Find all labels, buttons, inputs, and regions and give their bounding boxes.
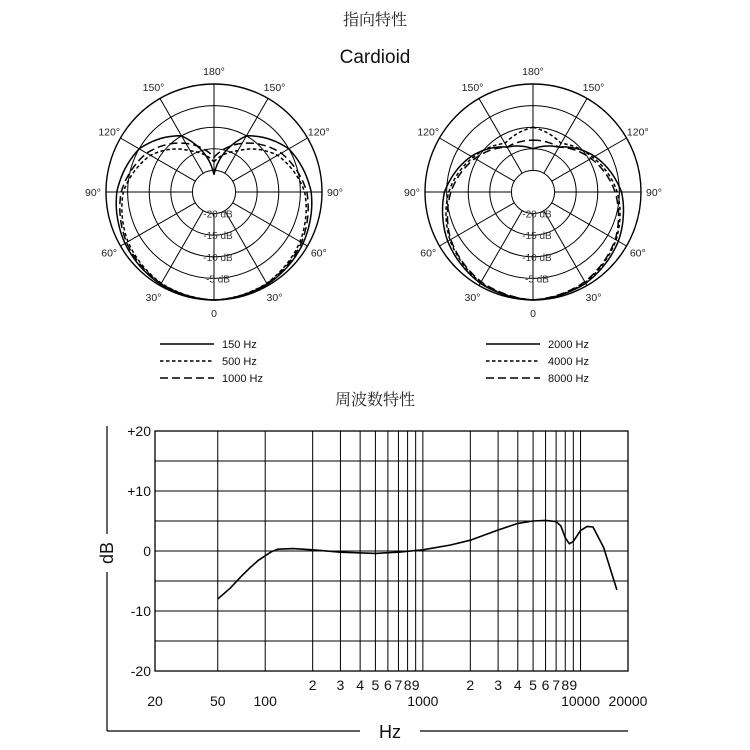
x-tick-label: 5 <box>371 677 380 693</box>
angle-label: 60° <box>310 247 327 260</box>
polar-spoke <box>479 211 522 286</box>
angle-label: 180° <box>522 66 544 78</box>
angle-label: 90° <box>646 187 662 199</box>
angle-label: 30° <box>464 291 481 304</box>
ring-label: -10 dB <box>522 252 552 264</box>
polar-ring <box>511 170 554 213</box>
x-tick-label: 9 <box>411 677 420 693</box>
polar-spoke <box>120 203 195 246</box>
frequency-response-chart <box>97 423 648 742</box>
polar-spoke <box>439 138 514 181</box>
x-tick-label: 3 <box>494 677 502 693</box>
y-tick-label: +10 <box>127 483 151 499</box>
polar-spoke <box>479 98 522 173</box>
angle-label: 120° <box>417 126 440 139</box>
ring-label: -15 dB <box>522 231 552 243</box>
ring-label: -5 dB <box>206 274 230 286</box>
ring-label: -15 dB <box>203 231 233 243</box>
ring-label: -20 dB <box>203 209 233 221</box>
angle-label: 150° <box>263 82 286 95</box>
polar-spoke <box>160 211 203 286</box>
legend-right <box>486 339 589 385</box>
angle-label: 30° <box>585 291 602 304</box>
angle-label: 90° <box>85 187 101 199</box>
x-tick-label: 7 <box>394 677 403 693</box>
angle-label: 30° <box>145 291 162 304</box>
polar-pattern-title: 指向特性 <box>342 10 408 29</box>
y-tick-label: 0 <box>143 543 151 559</box>
polar-spoke <box>233 138 308 181</box>
angle-label: 180° <box>203 66 225 78</box>
y-tick-label: +20 <box>127 423 151 439</box>
angle-label: 0 <box>211 308 217 320</box>
ring-label: -20 dB <box>522 209 552 221</box>
polar-spoke <box>544 98 587 173</box>
legend-label: 150 Hz <box>222 339 257 351</box>
polar-spoke <box>225 211 268 286</box>
x-tick-label: 2 <box>466 677 475 693</box>
polar-chart-right <box>404 66 662 320</box>
x-tick-label: 3 <box>336 677 345 693</box>
response-curve <box>218 520 617 599</box>
legend-label: 1000 Hz <box>222 373 263 385</box>
x-tick-label: 50 <box>209 693 226 709</box>
angle-label: 150° <box>461 82 484 95</box>
angle-label: 60° <box>629 247 646 260</box>
x-tick-label: 20000 <box>608 693 648 709</box>
x-tick-label: 100 <box>253 693 277 709</box>
ring-label: -10 dB <box>203 252 233 264</box>
legend-label: 500 Hz <box>222 356 257 368</box>
x-tick-label: 10000 <box>561 693 601 709</box>
angle-label: 150° <box>142 82 165 95</box>
angle-label: 0 <box>530 308 536 320</box>
x-tick-label: 8 <box>561 677 570 693</box>
polar-spoke <box>552 138 627 181</box>
angle-label: 60° <box>101 247 118 260</box>
y-tick-label: -10 <box>130 603 151 619</box>
x-tick-label: 9 <box>569 677 578 693</box>
x-tick-label: 4 <box>513 677 522 693</box>
x-tick-label: 8 <box>403 677 412 693</box>
polar-ring <box>192 170 235 213</box>
x-tick-label: 6 <box>383 677 392 693</box>
y-axis-title: dB <box>97 541 117 565</box>
x-tick-label: 7 <box>552 677 561 693</box>
x-tick-label: 1000 <box>407 693 439 709</box>
legend-label: 4000 Hz <box>548 356 589 368</box>
x-tick-label: 4 <box>356 677 365 693</box>
angle-label: 30° <box>266 291 283 304</box>
angle-label: 60° <box>420 247 437 260</box>
pattern-name: Cardioid <box>339 47 411 68</box>
legend-left <box>160 339 263 385</box>
angle-label: 150° <box>582 82 605 95</box>
polar-spoke <box>120 138 195 181</box>
angle-label: 120° <box>98 126 121 139</box>
legend-label: 2000 Hz <box>548 339 589 351</box>
x-tick-label: 20 <box>147 693 163 709</box>
polar-chart-left <box>85 66 343 320</box>
angle-label: 90° <box>327 187 343 199</box>
x-tick-label: 6 <box>541 677 550 693</box>
ring-label: -5 dB <box>525 274 549 286</box>
polar-spoke <box>233 203 308 246</box>
polar-spoke <box>544 211 587 286</box>
y-tick-label: -20 <box>130 663 151 679</box>
x-axis-title: Hz <box>379 722 401 742</box>
polar-spoke <box>439 203 514 246</box>
angle-label: 120° <box>626 126 649 139</box>
frequency-response-title: 周波数特性 <box>334 390 416 409</box>
angle-label: 120° <box>307 126 330 139</box>
x-tick-label: 2 <box>308 677 317 693</box>
angle-label: 90° <box>404 187 420 199</box>
legend-label: 8000 Hz <box>548 373 589 385</box>
x-tick-label: 5 <box>529 677 537 693</box>
